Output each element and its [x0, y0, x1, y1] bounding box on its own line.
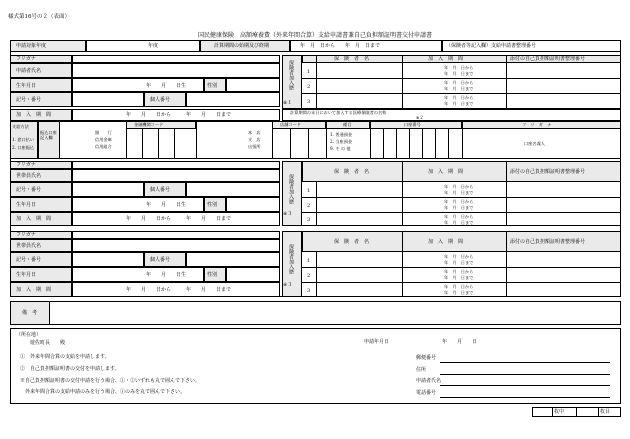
hh2-furigana-label: フリガナ — [16, 232, 36, 238]
hh2-personal-no-label: 個人番号 — [150, 257, 171, 263]
holder-furigana-label: フ リ ガ ナ — [522, 122, 552, 127]
insurer-row-3-num: 3 — [307, 99, 311, 105]
hh1-personal-no-label: 個人番号 — [150, 187, 171, 193]
bank-type-3: 信用組合 — [95, 144, 112, 149]
target-year-field[interactable] — [86, 40, 200, 52]
hh2-row-1-num: 1 — [307, 258, 311, 264]
branch-type-3: 出張所 — [248, 144, 261, 149]
applicant-gender-label: 性別 — [207, 83, 218, 89]
target-year-label: 申請対象年度 — [16, 43, 47, 49]
kind-2[interactable]: 2. 当座預金 — [330, 139, 353, 144]
insurer-row-2-num: 2 — [307, 84, 311, 90]
bank-code-label: 金融機関コード — [134, 122, 164, 127]
hh2-gender-field[interactable] — [226, 267, 280, 282]
r3-from: 年 月 日から — [444, 95, 474, 100]
hh1-name-field[interactable] — [72, 169, 280, 182]
applicant-name-label: 申請者氏名 — [16, 68, 42, 74]
transfer-label-cell — [38, 121, 60, 159]
r2-to: 年 月 日まで — [444, 86, 474, 91]
kind-1[interactable]: 1. 普通預金 — [330, 132, 353, 137]
hh1-r1-to: 年 月 日まで — [444, 190, 474, 195]
hh1-note-3: ※３ — [283, 211, 293, 217]
hh1-symbol-label: 記号・番号 — [16, 187, 42, 193]
insurer-history-side-label: 保険者加入歴 — [288, 60, 294, 90]
hh2-insurer-name-header: 保 険 者 名 — [334, 239, 370, 245]
insurer-period-header: 加 入 期 間 — [428, 56, 464, 62]
hh2-symbol-field[interactable] — [72, 252, 144, 267]
mayor-label: 遊佐町長 殿 — [30, 340, 66, 346]
hh1-row-1-num: 1 — [307, 188, 311, 194]
bank-type-2: 信用金庫 — [95, 137, 112, 142]
hh1-r3-to: 年 月 日まで — [444, 220, 474, 225]
hh2-row-3-num: 3 — [307, 288, 311, 294]
hh2-row-2-num: 2 — [307, 273, 311, 279]
transfer-label: 振込口座記入欄 — [40, 130, 57, 140]
hh2-name-label: 世帯員氏名 — [16, 243, 42, 249]
hh2-history-side-label: 保険者加入歴 — [288, 244, 294, 274]
kind-label: 種目 — [343, 122, 352, 127]
hh1-gender-field[interactable] — [226, 197, 280, 212]
declaration-line-4: 外来年間合算の支給申請のみを行う場合、①のみを丸で囲んで下さい。 — [20, 389, 186, 395]
hh2-note-3: ※３ — [283, 282, 293, 288]
hh1-row-2-num: 2 — [307, 203, 311, 209]
hh1-r2-from: 年 月 日から — [444, 199, 474, 204]
hh1-birth-value: 年 月 日生 — [146, 202, 187, 208]
hh1-r2-to: 年 月 日まで — [444, 205, 474, 210]
applicant-gender-field[interactable] — [226, 78, 280, 92]
kind-3[interactable]: 9. そ の 他 — [330, 146, 351, 151]
hh2-enroll-value: 年 月 日から 年 月 日まで — [126, 287, 232, 293]
remarks-label: 備 考 — [22, 310, 38, 316]
hh1-symbol-field[interactable] — [72, 182, 144, 197]
declaration-line-1[interactable]: ① 外来年間合算の支給を申請します。 — [20, 354, 110, 360]
insurer-row-1-num: 1 — [307, 69, 311, 75]
hh1-history-side-label: 保険者加入歴 — [288, 174, 294, 204]
branch-type-2: 支 店 — [248, 137, 261, 142]
hh1-insurer-period-header: 加 入 期 間 — [428, 169, 464, 175]
hh2-r2-to: 年 月 日まで — [444, 275, 474, 280]
period-label: 計算期間の始期及び終期 — [214, 43, 270, 49]
hh1-r3-from: 年 月 日から — [444, 214, 474, 219]
applicant-name-field-label: 申請者氏名 — [416, 378, 442, 384]
applicant-enroll-label: 加 入 期 間 — [16, 112, 52, 118]
hh2-birth-value: 年 月 日生 — [146, 272, 187, 278]
payment-method-label: 支給方法 — [12, 124, 29, 129]
applicant-enroll-value: 年 月 日から 年 月 日まで — [126, 112, 232, 118]
applicant-symbol-field[interactable] — [72, 92, 144, 107]
applicant-furigana-label: フリガナ — [16, 56, 36, 62]
branch-type-1: 本 店 — [248, 130, 261, 135]
remarks-row[interactable] — [10, 301, 621, 325]
hh1-enroll-value: 年 月 日から 年 月 日まで — [126, 216, 232, 222]
applicant-personal-no-field[interactable] — [186, 92, 280, 107]
holder-label: 口座名義人 — [524, 141, 545, 146]
insurer-number-label: （保険者等記入欄）支給申請書整理番号 — [446, 43, 537, 49]
apply-date-label: 申請年月日 — [364, 339, 390, 345]
account-no-label: 口座番号 — [404, 122, 421, 127]
hh2-enroll-label: 加 入 期 間 — [16, 287, 52, 293]
year-unit: 年度 — [148, 43, 159, 49]
declaration-line-2[interactable]: ② 自己負担額証明書の交付を申請します。 — [20, 366, 120, 372]
r1-to: 年 月 日まで — [444, 71, 474, 76]
hh1-gender-label: 性別 — [207, 202, 218, 208]
hh2-birth-label: 生年月日 — [16, 272, 37, 278]
hh2-r1-from: 年 月 日から — [444, 254, 474, 259]
note-2: ※２ — [416, 115, 424, 120]
period-value: 年 月 日から 年 月 日まで — [300, 43, 381, 49]
insurer-cert-header: 添付の自己負担額証明書整理番号 — [510, 56, 586, 62]
r2-from: 年 月 日から — [444, 80, 474, 85]
form-number: 様式第16号の２（表面） — [8, 14, 70, 20]
applicant-symbol-label: 記号・番号 — [16, 97, 42, 103]
address-field-label: 住所 — [416, 367, 427, 373]
hh1-furigana-label: フリガナ — [16, 162, 36, 168]
page-current-label: 枚目 — [600, 409, 611, 415]
insurer-name-header: 保 険 者 名 — [334, 56, 370, 62]
hh1-birth-label: 生年月日 — [16, 202, 37, 208]
bank-type-1: 銀 行 — [95, 130, 112, 135]
hh2-insurer-period-header: 加 入 期 間 — [428, 239, 464, 245]
applicant-birth-label: 生年月日 — [16, 83, 37, 89]
hh1-name-label: 世帯員氏名 — [16, 173, 42, 179]
hh2-r2-from: 年 月 日から — [444, 269, 474, 274]
branch-code-label: 店舗コード — [280, 122, 301, 127]
hh2-r3-to: 年 月 日まで — [444, 290, 474, 295]
page-total-label: 枚中 — [554, 409, 565, 415]
payment-option-2[interactable]: 2. 口座振込 — [12, 145, 35, 150]
applicant-birth-value: 年 月 日生 — [146, 83, 187, 89]
hh2-symbol-label: 記号・番号 — [16, 257, 42, 263]
hh2-furigana-field[interactable] — [72, 231, 280, 239]
hh1-furigana-field[interactable] — [72, 161, 280, 169]
hh1-enroll-label: 加 入 期 間 — [16, 216, 52, 222]
hh2-r3-from: 年 月 日から — [444, 284, 474, 289]
hh2-insurer-cert-header: 添付の自己負担額証明書整理番号 — [510, 239, 586, 245]
applicant-name-field[interactable] — [72, 63, 280, 78]
hh2-gender-label: 性別 — [207, 272, 218, 278]
applicant-furigana-field[interactable] — [72, 55, 280, 63]
declaration-line-3: ※自己負担額証明書の交付申請を行う場合、①・②いずれも丸で囲んで下さい。 — [20, 378, 201, 384]
payment-option-1[interactable]: 1. 窓口払い — [12, 137, 35, 142]
r1-from: 年 月 日から — [444, 65, 474, 70]
last-insurer-label: 計算期間の末日において加入する医療保険者の名称 — [290, 110, 387, 115]
address-label: （所在地） — [16, 332, 42, 338]
hh2-name-field[interactable] — [72, 239, 280, 252]
hh2-personal-no-field[interactable] — [186, 252, 280, 267]
hh2-r1-to: 年 月 日まで — [444, 260, 474, 265]
note-1: ※１ — [283, 100, 293, 106]
hh1-insurer-name-header: 保 険 者 名 — [334, 169, 370, 175]
form-title: 国民健康保険 高額療養費（外来年間合算）支給申請書兼自己負担額証明書交付申請書 — [197, 32, 432, 39]
apply-date-value[interactable]: 年 月 日 — [442, 339, 478, 345]
hh1-insurer-cert-header: 添付の自己負担額証明書整理番号 — [510, 169, 586, 175]
r3-to: 年 月 日まで — [444, 101, 474, 106]
postal-code-label: 郵便番号 — [416, 355, 437, 361]
hh1-r1-from: 年 月 日から — [444, 184, 474, 189]
applicant-personal-no-label: 個人番号 — [150, 97, 171, 103]
phone-label: 電話番号 — [416, 390, 437, 396]
hh1-personal-no-field[interactable] — [186, 182, 280, 197]
hh1-row-3-num: 3 — [307, 217, 311, 223]
